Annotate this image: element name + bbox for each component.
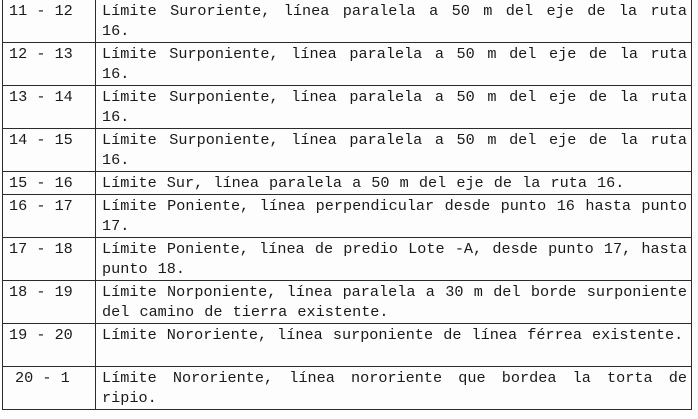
description-cell: Límite Nororiente, línea surponiente de línea férrea existente. [96, 324, 692, 367]
description-cell: Límite Nororiente, línea nororiente que bordea la torta de ripio. [96, 367, 692, 410]
segment-cell: 19 - 20 [3, 324, 96, 367]
description-cell: Límite Surponiente, línea paralela a 50 m del eje de la ruta 16. [96, 129, 692, 172]
segment-cell: 15 - 16 [3, 172, 96, 195]
segment-cell: 13 - 14 [3, 86, 96, 129]
segment-cell: 16 - 17 [3, 195, 96, 238]
table-row [3, 281, 692, 324]
segment-cell: 17 - 18 [3, 238, 96, 281]
table-row [3, 367, 692, 410]
boundary-table [2, 0, 692, 410]
segment-cell: 18 - 19 [3, 281, 96, 324]
description-cell: Límite Surponiente, línea paralela a 50 m del eje de la ruta 16. [96, 86, 692, 129]
table-row [3, 172, 692, 195]
table-row [3, 195, 692, 238]
segment-cell: 12 - 13 [3, 43, 96, 86]
segment-cell: 20 - 1 [3, 367, 96, 410]
segment-cell: 14 - 15 [3, 129, 96, 172]
table-row [3, 129, 692, 172]
description-cell: Límite Poniente, línea de predio Lote -A, desde punto 17, hasta punto 18. [96, 238, 692, 281]
description-cell: Límite Suroriente, línea paralela a 50 m del eje de la ruta 16. [96, 0, 692, 43]
description-cell: Límite Sur, línea paralela a 50 m del eje de la ruta 16. [96, 172, 692, 195]
segment-cell: 11 - 12 [3, 0, 96, 43]
table-row [3, 86, 692, 129]
table-row [3, 324, 692, 367]
description-cell: Límite Surponiente, línea paralela a 50 m del eje de la ruta 16. [96, 43, 692, 86]
description-cell: Límite Norponiente, línea paralela a 30 m del borde surponiente del camino de tierra existente. [96, 281, 692, 324]
description-cell: Límite Poniente, línea perpendicular desde punto 16 hasta punto 17. [96, 195, 692, 238]
table-row [3, 238, 692, 281]
table-row [3, 0, 692, 43]
table-row [3, 43, 692, 86]
